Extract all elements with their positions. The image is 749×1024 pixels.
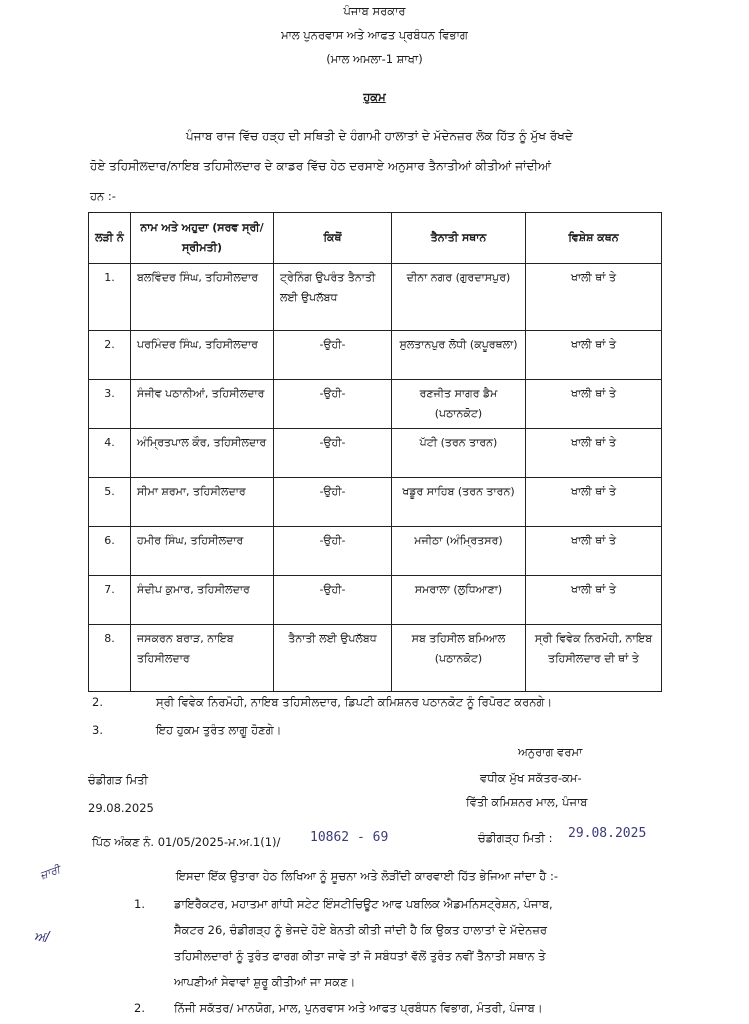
cell-from: -ਉਹੀ- — [274, 331, 392, 380]
cell-remark: ਖਾਲੀ ਥਾਂ ਤੇ — [526, 264, 662, 331]
table-row — [89, 264, 662, 331]
signatory-designation-1: ਵਧੀਕ ਮੁੱਖ ਸਕੱਤਰ-ਕਮ- — [480, 771, 582, 785]
endorsement-item-1-line-1: ਡਾਇਰੈਕਟਰ, ਮਹਾਤਮਾ ਗਾਂਧੀ ਸਟੇਟ ਇੰਸਟੀਚਿਊਟ ਆਫ ਪਬਲਿਕ ਐਡਮਨਿਸਟ੍ਰੇਸ਼ਨ, ਪੰਜਾਬ, — [174, 897, 553, 911]
point-number-2: 2. — [92, 695, 103, 709]
table-row — [89, 380, 662, 429]
cell-serial: 8. — [89, 625, 131, 692]
intro-line-1: ਪੰਜਾਬ ਰਾਜ ਵਿੱਚ ਹੜ੍ਹ ਦੀ ਸਥਿਤੀ ਦੇ ਹੰਗਾਮੀ ਹਾਲਾਤਾਂ ਦੇ ਮੱਦੇਨਜ਼ਰ ਲੋਕ ਹਿੱਤ ਨੂੰ ਮੁੱਖ ਰੱਖਦੇ — [186, 129, 573, 143]
cell-remark: ਖਾਲੀ ਥਾਂ ਤੇ — [526, 478, 662, 527]
cell-remark: ਖਾਲੀ ਥਾਂ ਤੇ — [526, 576, 662, 625]
cell-remark: ਖਾਲੀ ਥਾਂ ਤੇ — [526, 380, 662, 429]
col-header-place: ਤੈਨਾਤੀ ਸਥਾਨ — [392, 213, 526, 264]
endorsement-intro: ਇਸਦਾ ਇੱਕ ਉਤਾਰਾ ਹੇਠ ਲਿਖਿਆ ਨੂੰ ਸੂਚਨਾ ਅਤੇ ਲੋੜੀਂਦੀ ਕਾਰਵਾਈ ਹਿੱਤ ਭੇਜਿਆ ਜਾਂਦਾ ਹੈ :- — [176, 869, 559, 883]
cell-place: ਦੀਨਾ ਨਗਰ (ਗੁਰਦਾਸਪੁਰ) — [392, 264, 526, 331]
table-row — [89, 429, 662, 478]
order-date: 29.08.2025 — [88, 801, 154, 815]
header-department: ਮਾਲ ਪੁਨਰਵਾਸ ਅਤੇ ਆਫਤ ਪ੍ਰਬੰਧਨ ਵਿਭਾਗ — [281, 28, 468, 42]
endorsement-item-1-line-2: ਸੈਕਟਰ 26, ਚੰਡੀਗੜ੍ਹ ਨੂੰ ਭੇਜਦੇ ਹੋਏ ਬੇਨਤੀ ਕੀਤੀ ਜਾਂਦੀ ਹੈ ਕਿ ਉਕਤ ਹਾਲਾਤਾਂ ਦੇ ਮੱਦੇਨਜ਼ਰ — [174, 923, 547, 937]
margin-initials-mark: ਅ/ — [34, 930, 50, 945]
point-number-3: 3. — [92, 723, 103, 737]
cell-place: ਸਬ ਤਹਿਸੀਲ ਬਮਿਆਲ (ਪਠਾਨਕੋਟ) — [392, 625, 526, 692]
cell-from: ਤੈਨਾਤੀ ਲਈ ਉਪਲੱਬਧ — [274, 625, 392, 692]
postings-table — [88, 212, 662, 692]
cell-name: ਅੰਮ੍ਰਿਤਪਾਲ ਕੌਰ, ਤਹਿਸੀਲਦਾਰ — [131, 429, 274, 478]
cell-serial: 2. — [89, 331, 131, 380]
cell-remark: ਖਾਲੀ ਥਾਂ ਤੇ — [526, 527, 662, 576]
cell-name: ਬਲਵਿੰਦਰ ਸਿੰਘ, ਤਹਿਸੀਲਦਾਰ — [131, 264, 274, 331]
cell-place: ਸਮਰਾਲਾ (ਲੁਧਿਆਣਾ) — [392, 576, 526, 625]
cell-remark: ਸ੍ਰੀ ਵਿਵੇਕ ਨਿਰਮੋਹੀ, ਨਾਇਬ ਤਹਿਸੀਲਦਾਰ ਦੀ ਥਾਂ ਤੇ — [526, 625, 662, 692]
table-row — [89, 576, 662, 625]
cell-name: ਪਰਮਿੰਦਰ ਸਿੰਘ, ਤਹਿਸੀਲਦਾਰ — [131, 331, 274, 380]
cell-from: -ਉਹੀ- — [274, 429, 392, 478]
cell-serial: 7. — [89, 576, 131, 625]
table-row — [89, 527, 662, 576]
endorsement-item-1-line-4: ਆਪਣੀਆਂ ਸੇਵਾਵਾਂ ਸ਼ੁਰੂ ਕੀਤੀਆਂ ਜਾ ਸਕਣ। — [174, 975, 356, 989]
table-header-row — [89, 213, 662, 264]
header-branch: (ਮਾਲ ਅਮਲਾ-1 ਸ਼ਾਖਾ) — [326, 52, 423, 66]
cell-name: ਹਮੀਰ ਸਿੰਘ, ਤਹਿਸੀਲਦਾਰ — [131, 527, 274, 576]
cell-place: ਖਡੂਰ ਸਾਹਿਬ (ਤਰਨ ਤਾਰਨ) — [392, 478, 526, 527]
place-date-label: ਚੰਡੀਗੜ ਮਿਤੀ — [88, 773, 148, 787]
cell-from: ਟ੍ਰੇਨਿੰਗ ਉਪਰੰਤ ਤੈਨਾਤੀ ਲਈ ਉਪਲੱਬਧ — [274, 264, 392, 331]
table-row — [89, 478, 662, 527]
signatory-designation-2: ਵਿੱਤੀ ਕਮਿਸ਼ਨਰ ਮਾਲ, ਪੰਜਾਬ — [466, 795, 588, 809]
cell-serial: 6. — [89, 527, 131, 576]
endorsement-date-label: ਚੰਡੀਗੜ੍ਹ ਮਿਤੀ : — [478, 831, 553, 845]
margin-annotation-mark: ਜ਼ਾਰੀ — [38, 862, 62, 883]
endorsement-item-2-line-1: ਨਿੱਜੀ ਸਕੱਤਰ/ ਮਾਨਯੋਗ, ਮਾਲ, ਪੁਨਰਵਾਸ ਅਤੇ ਆਫਤ ਪ੍ਰਬੰਧਨ ਵਿਭਾਗ, ਮੰਤਰੀ, ਪੰਜਾਬ। — [174, 1001, 543, 1015]
cell-name: ਜਸਕਰਨ ਬਰਾੜ, ਨਾਇਬ ਤਹਿਸੀਲਦਾਰ — [131, 625, 274, 692]
endorsement-item-number-2: 2. — [134, 1001, 145, 1015]
col-header-from: ਕਿਥੋਂ — [274, 213, 392, 264]
col-header-name: ਨਾਮ ਅਤੇ ਅਹੁਦਾ (ਸਰਵ ਸ੍ਰੀ/ਸ੍ਰੀਮਤੀ) — [131, 213, 274, 264]
cell-serial: 5. — [89, 478, 131, 527]
table-row — [89, 625, 662, 692]
cell-place: ਪੱਟੀ (ਤਰਨ ਤਾਰਨ) — [392, 429, 526, 478]
col-header-remarks: ਵਿਸ਼ੇਸ਼ ਕਥਨ — [526, 213, 662, 264]
point-text-3: ਇਹ ਹੁਕਮ ਤੁਰੰਤ ਲਾਗੂ ਹੋਣਗੇ। — [156, 723, 282, 737]
cell-serial: 3. — [89, 380, 131, 429]
endorsement-ref-label: ਪਿੱਠ ਅੰਕਣ ਨੰ. 01/05/2025-ਮ.ਅ.1(1)/ — [92, 835, 281, 849]
cell-from: -ਉਹੀ- — [274, 576, 392, 625]
order-title: ਹੁਕਮ — [363, 90, 386, 104]
cell-from: -ਉਹੀ- — [274, 527, 392, 576]
cell-from: -ਉਹੀ- — [274, 380, 392, 429]
cell-place: ਸੁਲਤਾਨਪੁਰ ਲੋਧੀ (ਕਪੂਰਥਲਾ) — [392, 331, 526, 380]
point-text-2: ਸ੍ਰੀ ਵਿਵੇਕ ਨਿਰਮੋਹੀ, ਨਾਇਬ ਤਹਿਸੀਲਦਾਰ, ਡਿਪਟੀ ਕਮਿਸ਼ਨਰ ਪਠਾਨਕੋਟ ਨੂੰ ਰਿਪੋਰਟ ਕਰਨਗੇ। — [156, 695, 553, 709]
intro-line-2: ਹੋਏ ਤਹਿਸੀਲਦਾਰ/ਨਾਇਬ ਤਹਿਸੀਲਦਾਰ ਦੇ ਕਾਡਰ ਵਿੱਚ ਹੇਠ ਦਰਸਾਏ ਅਨੁਸਾਰ ਤੈਨਾਤੀਆਂ ਕੀਤੀਆਂ ਜਾਂਦੀਆਂ — [90, 159, 552, 173]
endorsement-item-number-1: 1. — [134, 897, 145, 911]
cell-name: ਸੀਮਾ ਸ਼ਰਮਾ, ਤਹਿਸੀਲਦਾਰ — [131, 478, 274, 527]
cell-serial: 1. — [89, 264, 131, 331]
endorsement-item-1-line-3: ਤਹਿਸੀਲਦਾਰਾਂ ਨੂੰ ਤੁਰੰਤ ਫਾਰਗ ਕੀਤਾ ਜਾਵੇ ਤਾਂ ਜੋ ਸਬੰਧਤਾਂ ਵੱਲੋਂ ਤੁਰੰਤ ਨਵੀਂ ਤੈਨਾਤੀ ਸਥਾਨ ਤੇ — [174, 949, 546, 963]
cell-name: ਸੰਜੀਵ ਪਠਾਨੀਆਂ, ਤਹਿਸੀਲਦਾਰ — [131, 380, 274, 429]
cell-place: ਰਣਜੀਤ ਸਾਗਰ ਡੈਮ (ਪਠਾਨਕੋਟ) — [392, 380, 526, 429]
header-government: ਪੰਜਾਬ ਸਰਕਾਰ — [343, 4, 406, 18]
cell-remark: ਖਾਲੀ ਥਾਂ ਤੇ — [526, 331, 662, 380]
cell-remark: ਖਾਲੀ ਥਾਂ ਤੇ — [526, 429, 662, 478]
cell-name: ਸੰਦੀਪ ਕੁਮਾਰ, ਤਹਿਸੀਲਦਾਰ — [131, 576, 274, 625]
endorsement-ref-handwritten: 10862 - 69 — [310, 830, 389, 845]
endorsement-date-handwritten: 29.08.2025 — [568, 826, 647, 841]
cell-place: ਮਜੀਠਾ (ਅੰਮ੍ਰਿਤਸਰ) — [392, 527, 526, 576]
cell-serial: 4. — [89, 429, 131, 478]
cell-from: -ਉਹੀ- — [274, 478, 392, 527]
intro-line-3: ਹਨ :- — [90, 189, 116, 203]
col-header-serial: ਲੜੀ ਨੰ — [89, 213, 131, 264]
signatory-name: ਅਨੁਰਾਗ ਵਰਮਾ — [518, 745, 583, 759]
table-row — [89, 331, 662, 380]
